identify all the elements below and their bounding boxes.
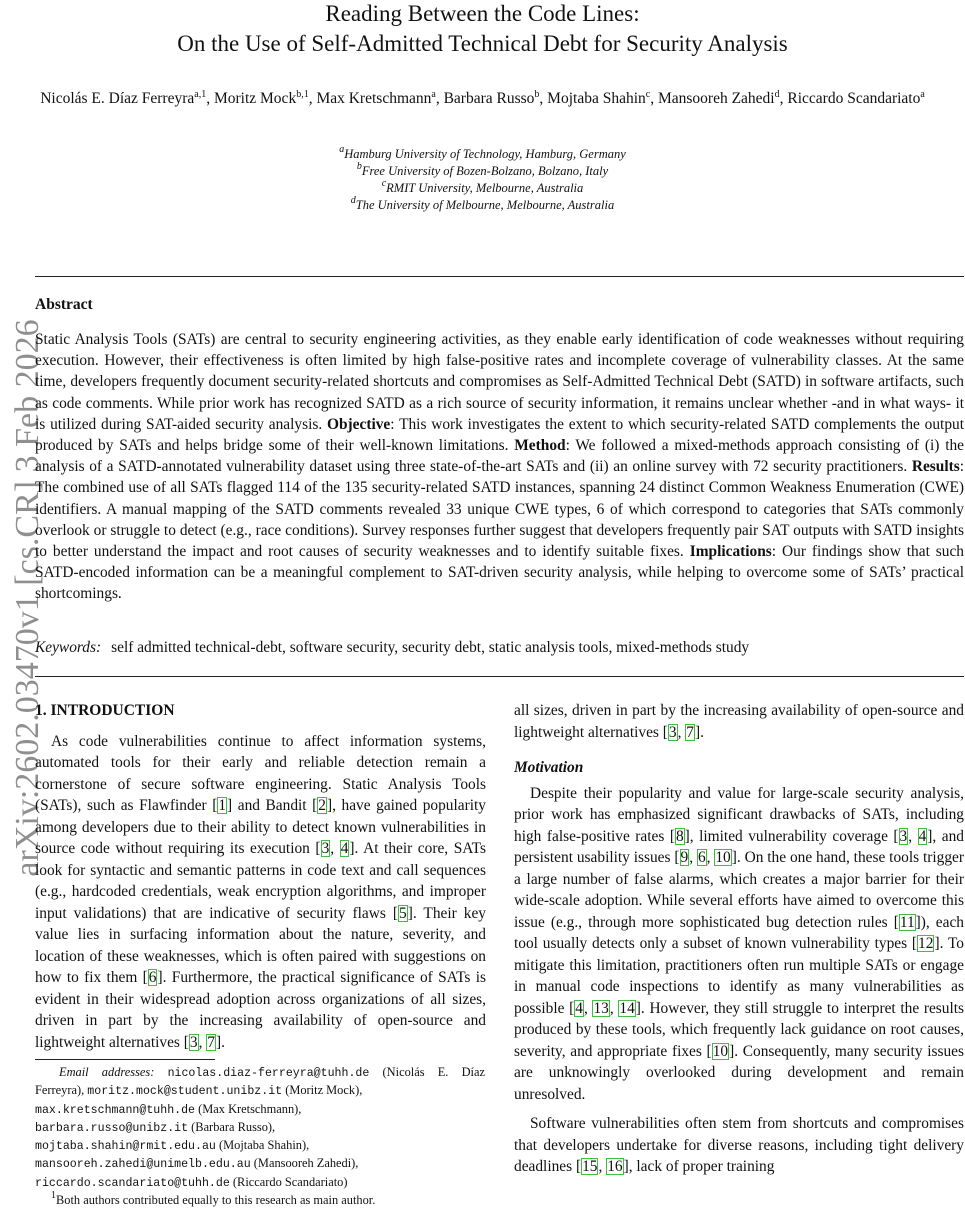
citation-link[interactable]: 6 xyxy=(697,849,706,866)
subsection-heading-motivation: Motivation xyxy=(514,759,584,776)
author: Nicolás E. Díaz Ferreyra xyxy=(40,90,195,107)
author-list: Nicolás E. Díaz Ferreyra$^{a,1}$, Moritz Mock$^{b,1}$, Max Kretschmann$^a$, Barbara Russo$^b$, Mojtaba Shahin$^c$, Mansooreh Zahedi$^d$, Riccardo Scandariato$^a$ xyxy=(40,89,925,107)
citation-link[interactable]: 13 xyxy=(593,999,609,1017)
affiliation: $^a$Hamburg University of Technology, Hamburg, Germany xyxy=(339,144,626,161)
citation-link[interactable]: 1 xyxy=(218,797,227,814)
paper-title-line-1: Reading Between the Code Lines: xyxy=(325,1,640,26)
author-mark: a xyxy=(920,89,925,100)
abstract-bottom-rule xyxy=(35,676,964,677)
author-mark: b xyxy=(534,89,540,100)
citation-link[interactable]: 2 xyxy=(318,797,326,814)
affiliation-list xyxy=(0,146,965,214)
author: Max Kretschmann xyxy=(316,90,432,107)
email-link[interactable]: mansooreh.zahedi@unimelb.edu.au xyxy=(35,1158,251,1172)
author-mark: d xyxy=(774,89,780,100)
motivation-paragraph-2: Software vulnerabilities often stem from shortcuts and compromises that developers undertake for diverse reasons, including tight delivery deadlines [15, 16], lack of proper training xyxy=(514,1115,964,1175)
citation-link[interactable]: 4 xyxy=(575,999,583,1017)
keywords-label: Keywords: xyxy=(35,639,102,656)
author-mark: a xyxy=(431,89,436,100)
email-link[interactable]: moritz.mock@student.unibz.it xyxy=(87,1085,283,1099)
citation-link[interactable]: 15 xyxy=(582,1158,598,1175)
citation-link[interactable]: 10 xyxy=(712,1042,729,1060)
keywords-text: self admitted technical-debt, software security, security debt, static analysis tools, mixed-methods study xyxy=(111,639,750,656)
arxiv-stamp: arXiv:2602.03470v1 [cs.CR] 3 Feb 2026 xyxy=(9,319,46,877)
citation-link[interactable]: 3 xyxy=(321,840,330,857)
section-heading-introduction: 1. INTRODUCTION xyxy=(35,702,175,719)
affiliation: $^c$RMIT University, Melbourne, Australia xyxy=(381,178,584,195)
author: Mansooreh Zahedi xyxy=(657,90,775,107)
email-footnote: Email addresses: nicolas.diaz-ferreyra@tuhh.de (Nicolás E. Díaz Ferreyra), moritz.mock@student.unibz.it (Moritz Mock), max.kretschmann@tuhh.de (Max Kretschmann), barbara.russo@unibz.it (Barbara Russo), mojtaba.shahin@rmit.edu.au (Mojtaba Shahin), mansooreh.zahedi@unimelb.edu.au (Mansooreh Zahedi), riccardo.scandariato@tuhh.de (Riccardo Scandariato) xyxy=(35,1065,485,1190)
author-mark: c xyxy=(645,89,651,100)
author-mark: a,1 xyxy=(194,89,207,100)
citation-link[interactable]: 5 xyxy=(399,904,407,922)
citation-link[interactable]: 3 xyxy=(668,723,677,741)
citation-link[interactable]: 3 xyxy=(899,827,908,845)
left-column xyxy=(35,700,486,1051)
footnotes xyxy=(35,1064,485,1209)
citation-link[interactable]: 11 xyxy=(899,913,915,931)
author: Moritz Mock xyxy=(213,90,297,107)
author-mark: b,1 xyxy=(296,89,309,100)
author: Barbara Russo xyxy=(443,90,535,107)
paper-title-line-2: On the Use of Self-Admitted Technical Debt for Security Analysis xyxy=(177,31,788,56)
citation-link[interactable]: 14 xyxy=(619,999,635,1017)
email-link[interactable]: max.kretschmann@tuhh.de xyxy=(35,1103,196,1117)
keywords xyxy=(35,639,749,657)
citation-link[interactable]: 12 xyxy=(918,935,934,952)
email-link[interactable]: barbara.russo@unibz.it xyxy=(35,1121,189,1135)
citation-link[interactable]: 16 xyxy=(607,1158,623,1175)
abstract-heading: Abstract xyxy=(35,296,93,313)
intro-paragraph: As code vulnerabilities continue to affect information systems, automated tools for their early and reliable detection remain a cornerstone of secure software engineering. Static Analysis Tools (SATs), such as Flawfinder [1] and Bandit [2], have gained popularity among developers due to their ability to detect known vulnerabilities in source code without requiring its execution [3, 4]. At their core, SATs look for syntactic and semantic patterns in code text and call sequences (e.g., hardcoded credentials, weak encryption algorithms, and improper input validations) that are indicative of security flaws [5]. Their key value lies in surfacing information about the nature, severity, and location of these weaknesses, which is often paired with suggestions on how to fix them [6]. Furthermore, the practical significance of SATs is evident in their widespread adoption across organizations of all sizes, driven in part by the increasing availability of open-source and lightweight alternatives [3, 7]. xyxy=(35,732,486,1051)
citation-link[interactable]: 7 xyxy=(686,723,694,741)
footnote-rule xyxy=(35,1059,215,1060)
citation-link[interactable]: 7 xyxy=(207,1033,215,1051)
email-link[interactable]: nicolas.diaz-ferreyra@tuhh.de xyxy=(167,1067,370,1080)
author: Riccardo Scandariato xyxy=(787,90,921,107)
email-link[interactable]: riccardo.scandariato@tuhh.de xyxy=(35,1176,230,1190)
right-column xyxy=(514,700,964,1200)
email-link[interactable]: mojtaba.shahin@rmit.edu.au xyxy=(35,1140,216,1154)
citation-link[interactable]: 4 xyxy=(918,827,927,845)
citation-link[interactable]: 4 xyxy=(340,840,349,857)
citation-link[interactable]: 8 xyxy=(675,827,684,845)
citation-link[interactable]: 10 xyxy=(715,849,731,866)
motivation-paragraph-1: Despite their popularity and value for large-scale security analysis, prior work has emphasized significant drawbacks of SATs, including high false-positive rates [8], limited vulnerability coverage [3, 4], and persistent usability issues [9, 6, 10]. On the one hand, these tools trigger a large number of false alarms, which creates a major barrier for their wide-scale adoption. While several efforts have aimed to overcome this issue (e.g., through more sophisticated bug detection rules [11]), each tool usually detects only a subset of known vulnerability types [12]. To mitigate this limitation, practitioners often run multiple SATs or engage in manual code inspections to identify as many vulnerabilities as possible [4, 13, 14]. However, they still struggle to interpret the results produced by these tools, which frequently lack guidance on root causes, severity, and appropriate fixes [10]. Consequently, many security issues are unknowingly overlooked during development and remain unresolved. xyxy=(514,784,965,1103)
author-note-footnote: $^1$Both authors contributed equally to this research as main author. xyxy=(51,1190,376,1208)
affiliation: $^d$The University of Melbourne, Melbourne, Australia xyxy=(350,195,615,212)
affiliation: $^b$Free University of Bozen-Bolzano, Bolzano, Italy xyxy=(356,161,609,178)
citation-link[interactable]: 9 xyxy=(680,849,689,866)
intro-paragraph-continued: all sizes, driven in part by the increasing availability of open-source and lightweight alternatives [3, 7]. xyxy=(514,702,964,741)
citation-link[interactable]: 3 xyxy=(189,1033,198,1051)
citation-link[interactable]: 6 xyxy=(148,969,157,986)
author: Mojtaba Shahin xyxy=(547,90,646,107)
abstract-top-rule xyxy=(35,276,964,277)
abstract-text: Static Analysis Tools (SATs) are central to security engineering activities, as they enable early identification of code weaknesses without requiring execution. However, their effectiveness is often limited by high false-positive rates and incomplete coverage of vulnerability classes. At the same time, developers frequently document security-related shortcuts and compromises as Self-Admitted Technical Debt (SATD) in software artifacts, such as code comments. While prior work has recognized SATD as a rich source of security information, it remains unclear whether -and in what ways- it is utilized during SAT-aided security analysis. Objective: This work investigates the extent to which security-related SATD complements the output produced by SATs and helps bridge some of their well-known limitations. Method: We followed a mixed-methods approach consisting of (i) the analysis of a SATD-annotated vulnerability dataset using three state-of-the-art SATs and (ii) an online survey with 72 security practitioners. Results: The combined use of all SATs flagged 114 of the 135 security-related SATD instances, spanning 24 distinct Common Weakness Enumeration (CWE) identifiers. A manual mapping of the SATD comments revealed 33 unique CWE types, 6 of which correspond to categories that SATs commonly overlook or struggle to detect (e.g., race conditions). Survey responses further suggest that developers frequently pair SAT outputs with SATD insights to better understand the impact and root causes of security weaknesses and to identify suitable fixes. Implications: Our findings show that such SATD-encoded information can be a meaningful complement to SAT-driven security analysis, while helping to overcome some of SATs’ practical shortcomings. xyxy=(35,331,965,603)
